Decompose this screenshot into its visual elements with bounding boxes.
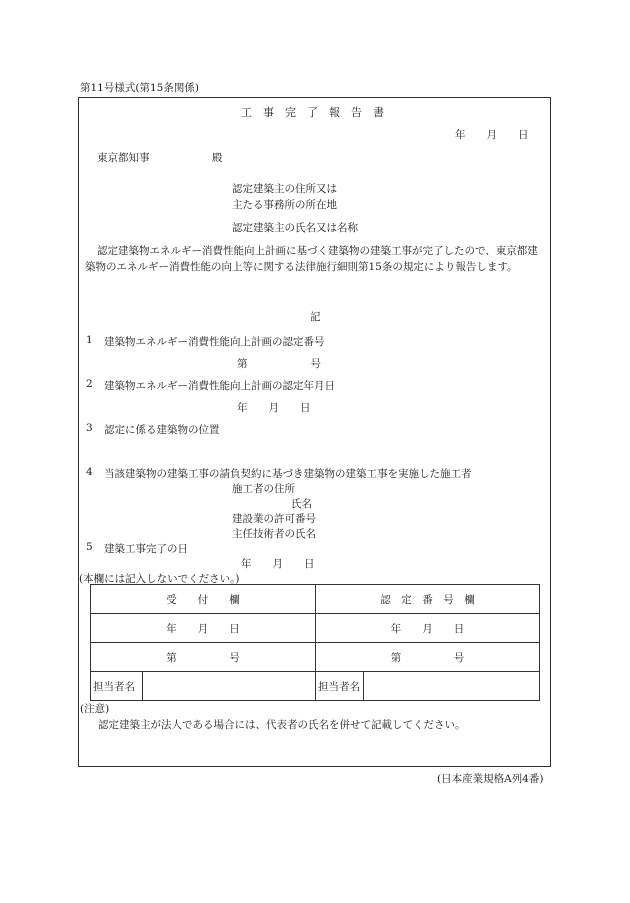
item-4-license-number: 建設業の許可番号 bbox=[232, 513, 316, 525]
paper-size-footer: (日本産業規格A列4番) bbox=[437, 773, 544, 785]
item-4-contractor-name: 氏名 bbox=[291, 498, 312, 510]
item-3-number: 3 bbox=[86, 422, 93, 434]
item-5-label: 建築工事完了の日 bbox=[104, 543, 188, 555]
item-1-label: 建築物エネルギー消費性能向上計画の認定番号 bbox=[104, 336, 325, 348]
item-5-value: 年 月 日 bbox=[241, 558, 315, 570]
reception-number: 第 号 bbox=[91, 643, 316, 672]
honorific: 殿 bbox=[212, 152, 223, 164]
report-date: 年 月 日 bbox=[455, 129, 529, 141]
reception-header: 受 付 欄 bbox=[91, 585, 316, 614]
form-number: 第11号様式(第15条関係) bbox=[80, 82, 199, 94]
item-4-contractor-address: 施工者の住所 bbox=[232, 483, 295, 495]
addressee: 東京都知事 bbox=[97, 152, 150, 164]
item-3-label: 認定に係る建築物の位置 bbox=[104, 424, 220, 436]
cert-date: 年 月 日 bbox=[316, 614, 540, 643]
item-5-number: 5 bbox=[86, 541, 93, 553]
reception-staff-field[interactable] bbox=[143, 672, 316, 701]
reception-date: 年 月 日 bbox=[91, 614, 316, 643]
cert-staff-label: 担当者名 bbox=[316, 672, 364, 701]
page-title: 工 事 完 了 報 告 書 bbox=[241, 106, 384, 119]
item-2-value: 年 月 日 bbox=[237, 402, 311, 414]
item-2-label: 建築物エネルギー消費性能向上計画の認定年月日 bbox=[104, 380, 335, 392]
item-1-number: 1 bbox=[86, 334, 93, 346]
item-2-number: 2 bbox=[86, 378, 93, 390]
item-4-chief-engineer: 主任技術者の氏名 bbox=[232, 528, 316, 540]
item-4-number: 4 bbox=[86, 466, 93, 478]
cert-number: 第 号 bbox=[316, 643, 540, 672]
applicant-name-label: 認定建築主の氏名又は名称 bbox=[232, 222, 358, 234]
reception-staff-label: 担当者名 bbox=[91, 672, 143, 701]
applicant-address-label-2: 主たる事務所の所在地 bbox=[232, 199, 337, 211]
notes-heading: (注意) bbox=[80, 703, 110, 715]
item-4-label: 当該建築物の建築工事の請負契約に基づき建築物の建築工事を実施した施工者 bbox=[104, 468, 472, 480]
ki-heading: 記 bbox=[310, 311, 321, 323]
cert-number-header: 認 定 番 号 欄 bbox=[316, 585, 540, 614]
cert-staff-field[interactable] bbox=[364, 672, 540, 701]
body-text: 認定建築物エネルギー消費性能向上計画に基づく建築物の建築工事が完了したので、東京都建築物のエネルギー消費性能の向上等に関する法律施行細則第15条の規定により報告します。 bbox=[85, 245, 538, 273]
item-1-value: 第 号 bbox=[237, 358, 321, 370]
applicant-address-label-1: 認定建築主の住所又は bbox=[232, 183, 337, 195]
office-use-table bbox=[90, 584, 540, 701]
office-use-note: (本欄には記入しないでください。) bbox=[79, 573, 240, 585]
notes-text: 認定建築主が法人である場合には、代表者の氏名を併せて記載してください。 bbox=[98, 719, 466, 731]
